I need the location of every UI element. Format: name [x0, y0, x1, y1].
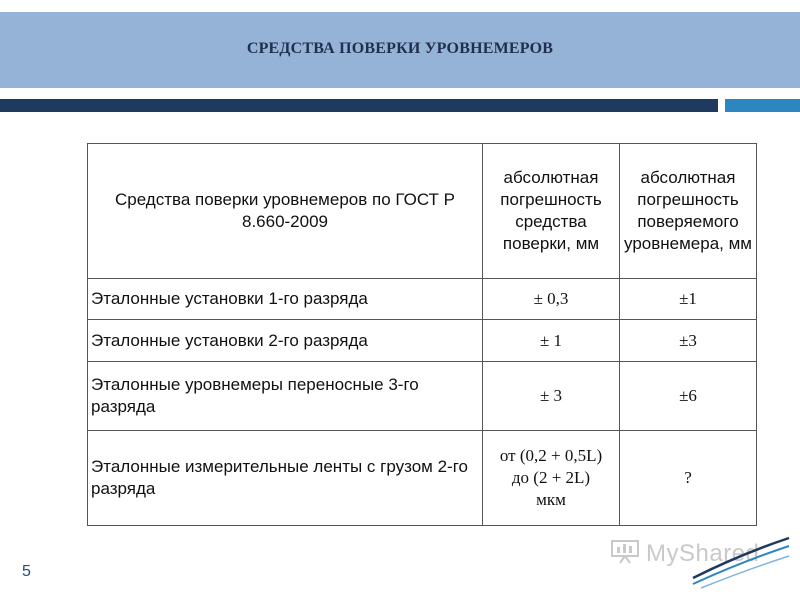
row-label: Эталонные уровнемеры переносные 3-го разряда: [88, 362, 483, 431]
swoosh-icon: [676, 534, 800, 590]
table-row: [88, 279, 757, 320]
row-label: Эталонные измерительные ленты с грузом 2-го разряда: [88, 431, 483, 526]
verification-table: [87, 143, 757, 526]
watermark-logo: [606, 526, 776, 588]
watermark-text: MyShared: [646, 540, 760, 567]
header-cell-error-gauge: абсолютная погрешность поверяемого уровнемера, мм: [620, 144, 757, 279]
presentation-icon: [610, 538, 640, 564]
means-error-line: до (2 + 2L): [511, 468, 591, 487]
row-gauge-error: ±1: [620, 279, 757, 320]
table-row: [88, 320, 757, 362]
row-means-error: ± 1: [483, 320, 620, 362]
row-gauge-error: ±6: [620, 362, 757, 431]
table-row: [88, 431, 757, 526]
row-means-error: ± 3: [483, 362, 620, 431]
row-gauge-error: ?: [620, 431, 757, 526]
header-cell-error-means: абсолютная погрешность средства поверки, мм: [483, 144, 620, 279]
row-label: Эталонные установки 2-го разряда: [88, 320, 483, 362]
page-number: 5: [22, 563, 31, 580]
row-means-error: [483, 431, 620, 526]
row-means-error: ± 0,3: [483, 279, 620, 320]
row-gauge-error: ±3: [620, 320, 757, 362]
table-header-row: [88, 144, 757, 279]
slide-title: СРЕДСТВА ПОВЕРКИ УРОВНЕМЕРОВ: [246, 40, 554, 57]
row-label: Эталонные установки 1-го разряда: [88, 279, 483, 320]
divider-bar-light: [725, 99, 800, 112]
means-error-line: от (0,2 + 0,5L): [499, 446, 603, 465]
means-error-line: мкм: [536, 490, 566, 509]
table-row: [88, 362, 757, 431]
header-cell-means: Средства поверки уровнемеров по ГОСТ Р 8.660-2009: [88, 144, 483, 279]
divider-bar-dark: [0, 99, 718, 112]
